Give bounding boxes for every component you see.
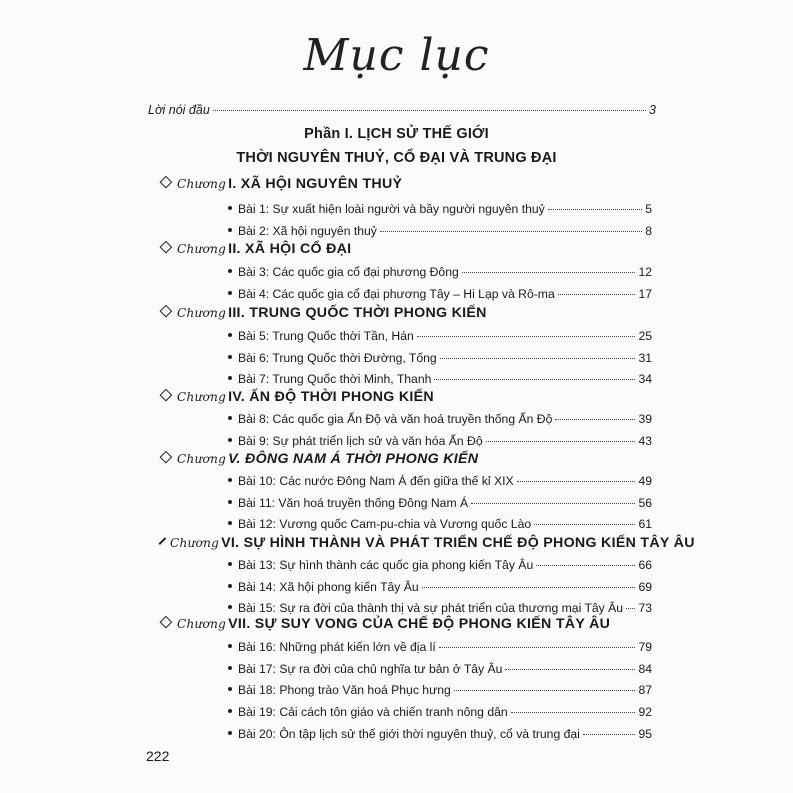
chapter-heading[interactable]: [160, 176, 660, 192]
lesson-label: Bài 20: Ôn tập lịch sử thế giới thời nguyên thuỷ, cổ và trung đại: [238, 727, 580, 741]
chapter-word: Chương: [177, 390, 227, 404]
dot-leader: [548, 209, 642, 210]
dot-leader: [454, 690, 636, 691]
lesson-page: 87: [638, 683, 652, 697]
chapter-word: Chương: [170, 536, 220, 550]
lesson-label: Bài 14: Xã hội phong kiến Tây Âu: [238, 580, 419, 594]
bullet-icon: [228, 376, 232, 380]
lesson-page: 84: [638, 662, 652, 676]
lesson-label: Bài 5: Trung Quốc thời Tần, Hán: [238, 329, 414, 343]
lesson-label: Bài 3: Các quốc gia cổ đại phương Đông: [238, 265, 459, 279]
chapter-word: Chương: [177, 177, 227, 191]
lesson-page: 31: [638, 351, 652, 365]
bullet-icon: [228, 269, 232, 273]
lesson-label: Bài 15: Sự ra đời của thành thị và sự phát triển của thương mại Tây Âu: [238, 601, 624, 615]
diamond-bullet-icon: [160, 241, 173, 254]
lesson-label: Bài 17: Sự ra đời của chủ nghĩa tư bản ở Tây Âu: [238, 662, 503, 676]
toc-entry-intro[interactable]: [148, 103, 656, 117]
bullet-icon: [228, 584, 232, 588]
toc-entry-lesson[interactable]: [228, 474, 652, 488]
lesson-label: Bài 2: Xã hội nguyên thuỷ: [238, 224, 377, 238]
toc-entry-lesson[interactable]: [228, 287, 652, 301]
dot-leader: [534, 524, 635, 525]
dot-leader: [555, 419, 635, 420]
lesson-label: Bài 16: Những phát kiến lớn về địa lí: [238, 640, 436, 654]
dot-leader: [536, 565, 635, 566]
lesson-page: 61: [638, 517, 652, 531]
dot-leader: [434, 379, 635, 380]
dot-leader: [517, 481, 636, 482]
dot-leader: [626, 608, 635, 609]
toc-entry-lesson[interactable]: [228, 202, 652, 216]
chapter-heading[interactable]: [160, 616, 660, 632]
lesson-page: 49: [638, 474, 652, 488]
chapter-heading[interactable]: [160, 389, 660, 405]
lesson-page: 79: [638, 640, 652, 654]
lesson-page: 25: [638, 329, 652, 343]
lesson-page: 34: [638, 372, 652, 386]
toc-entry-lesson[interactable]: [228, 640, 652, 654]
bullet-icon: [228, 333, 232, 337]
bullet-icon: [228, 478, 232, 482]
diamond-bullet-icon: [160, 305, 173, 318]
lesson-label: Bài 1: Sự xuất hiện loài người và bầy người nguyên thuỷ: [238, 202, 545, 216]
chapter-heading[interactable]: [160, 241, 660, 257]
chapter-heading[interactable]: [160, 451, 660, 467]
bullet-icon: [228, 687, 232, 691]
lesson-label: Bài 10: Các nước Đông Nam Á đến giữa thế kỉ XIX: [238, 474, 514, 488]
dot-leader: [417, 336, 636, 337]
toc-entry-lesson[interactable]: [228, 580, 652, 594]
lesson-label: Bài 6: Trung Quốc thời Đường, Tống: [238, 351, 437, 365]
toc-entry-lesson[interactable]: [228, 412, 652, 426]
page-title: Mục lục: [303, 30, 490, 81]
lesson-page: 56: [638, 496, 652, 510]
chapter-word: Chương: [177, 617, 227, 631]
chapter-heading[interactable]: [160, 305, 660, 321]
chapter-title: VII. SỰ SUY VONG CỦA CHẾ ĐỘ PHONG KIẾN TÂY ÂU: [228, 616, 611, 632]
lesson-page: 66: [638, 558, 652, 572]
toc-entry-lesson[interactable]: [228, 496, 652, 510]
chapter-heading[interactable]: [160, 535, 695, 551]
intro-label: Lời nói đầu: [148, 103, 210, 117]
bullet-icon: [228, 521, 232, 525]
part-title: Phần I. LỊCH SỬ THẾ GIỚI: [304, 126, 489, 142]
bullet-icon: [228, 228, 232, 232]
chapter-title: IV. ẤN ĐỘ THỜI PHONG KIẾN: [228, 389, 434, 405]
lesson-page: 92: [638, 705, 652, 719]
bullet-icon: [228, 562, 232, 566]
toc-entry-lesson[interactable]: [228, 601, 652, 615]
dot-leader: [486, 441, 636, 442]
bullet-icon: [228, 731, 232, 735]
lesson-page: 17: [638, 287, 652, 301]
dot-leader: [583, 734, 636, 735]
dot-leader: [380, 231, 642, 232]
toc-entry-lesson[interactable]: [228, 434, 652, 448]
lesson-page: 39: [638, 412, 652, 426]
bullet-icon: [228, 206, 232, 210]
lesson-page: 95: [638, 727, 652, 741]
part-subtitle: THỜI NGUYÊN THUỶ, CỔ ĐẠI VÀ TRUNG ĐẠI: [236, 150, 557, 166]
lesson-page: 5: [645, 202, 652, 216]
dot-leader: [505, 669, 635, 670]
bullet-icon: [228, 644, 232, 648]
bullet-icon: [228, 355, 232, 359]
intro-page: 3: [649, 103, 656, 117]
lesson-label: Bài 13: Sự hình thành các quốc gia phong kiến Tây Âu: [238, 558, 534, 572]
bullet-icon: [228, 605, 232, 609]
toc-entry-lesson[interactable]: [228, 351, 652, 365]
lesson-label: Bài 18: Phong trào Văn hoá Phục hưng: [238, 683, 451, 697]
lesson-page: 12: [638, 265, 652, 279]
toc-entry-lesson[interactable]: [228, 662, 652, 676]
lesson-label: Bài 12: Vương quốc Cam-pu-chia và Vương quốc Lào: [238, 517, 532, 531]
lesson-label: Bài 4: Các quốc gia cổ đại phương Tây – Hi Lạp và Rô-ma: [238, 287, 555, 301]
dot-leader: [422, 587, 636, 588]
bullet-icon: [228, 500, 232, 504]
diamond-bullet-icon: [160, 389, 173, 402]
dot-leader: [213, 110, 646, 111]
chapter-title: III. TRUNG QUỐC THỜI PHONG KIẾN: [228, 305, 487, 321]
toc-entry-lesson[interactable]: [228, 558, 652, 572]
lesson-page: 8: [645, 224, 652, 238]
diamond-bullet-icon: [160, 451, 173, 464]
dot-leader: [439, 647, 636, 648]
dot-leader: [440, 358, 636, 359]
lesson-page: 73: [638, 601, 652, 615]
diamond-bullet-icon: [160, 616, 173, 629]
page-number: 222: [146, 748, 170, 764]
toc-entry-lesson[interactable]: [228, 372, 652, 386]
bullet-icon: [228, 666, 232, 670]
diamond-bullet-icon: [159, 537, 167, 545]
bullet-icon: [228, 291, 232, 295]
dot-leader: [511, 712, 636, 713]
chapter-word: Chương: [177, 306, 227, 320]
toc-entry-lesson[interactable]: [228, 517, 652, 531]
chapter-word: Chương: [177, 242, 227, 256]
dot-leader: [462, 272, 636, 273]
chapter-title: II. XÃ HỘI CỔ ĐẠI: [228, 241, 352, 257]
toc-entry-lesson[interactable]: [228, 705, 652, 719]
lesson-label: Bài 8: Các quốc gia Ấn Độ và văn hoá truyền thống Ấn Độ: [238, 412, 553, 426]
lesson-page: 43: [638, 434, 652, 448]
toc-entry-lesson[interactable]: [228, 224, 652, 238]
chapter-title: V. ĐÔNG NAM Á THỜI PHONG KIẾN: [228, 451, 479, 467]
chapter-word: Chương: [177, 452, 227, 466]
bullet-icon: [228, 438, 232, 442]
toc-entry-lesson[interactable]: [228, 265, 652, 279]
toc-entry-lesson[interactable]: [228, 329, 652, 343]
dot-leader: [471, 503, 635, 504]
diamond-bullet-icon: [160, 176, 173, 189]
lesson-label: Bài 11: Văn hoá truyền thống Đông Nam Á: [238, 496, 469, 510]
bullet-icon: [228, 416, 232, 420]
lesson-label: Bài 9: Sự phát triển lịch sử và văn hóa Ấn Độ: [238, 434, 483, 448]
lesson-label: Bài 19: Cải cách tôn giáo và chiến tranh nông dân: [238, 705, 508, 719]
lesson-label: Bài 7: Trung Quốc thời Minh, Thanh: [238, 372, 432, 386]
dot-leader: [558, 294, 636, 295]
toc-entry-lesson[interactable]: [228, 683, 652, 697]
lesson-page: 69: [638, 580, 652, 594]
chapter-title: I. XÃ HỘI NGUYÊN THUỶ: [228, 176, 403, 192]
chapter-title: VI. SỰ HÌNH THÀNH VÀ PHÁT TRIỂN CHẾ ĐỘ PHONG KIẾN TÂY ÂU: [221, 535, 695, 551]
toc-entry-lesson[interactable]: [228, 727, 652, 741]
bullet-icon: [228, 709, 232, 713]
